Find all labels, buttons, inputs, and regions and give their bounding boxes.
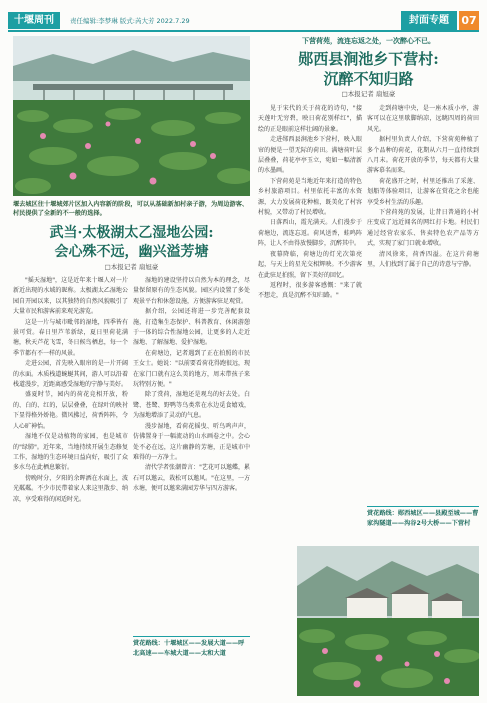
headline-right-line1: 郧西县涧池乡下营村: <box>298 50 439 68</box>
editor-meta: 责任编辑:李梦琳 版式:芮大芳 2022.7.29 <box>70 17 190 25</box>
article-column-2 <box>133 276 250 632</box>
route-info-right: 赏花路线：郧西城区——县殿至城——曹家沟隧道——沟谷2号大桥——下营村 <box>367 506 479 529</box>
paragraph: 清风徐来，荷香四溢。在这片荷塘里，人们找到了属于自己的诗意与宁静。 <box>367 250 479 269</box>
paragraph: 除了赏荷，湿地还是观鸟的好去处。白鹭、苍鹭、野鸭等鸟类常在水边觅食嬉戏，为湿地增添了灵动的气息。 <box>133 391 250 420</box>
paragraph: 下营荷苑的发展，让昔日普通的小村庄变成了远近闻名的网红打卡地。村民们通过经营农家乐、售卖特色农产品等方式，实现了家门口就业增收。 <box>367 209 479 248</box>
paragraph: 傍晚时分，夕阳的余晖洒在水面上，波光粼粼。不少市民带着家人来这里散步、纳凉，享受难得的闲适时光。 <box>13 474 128 503</box>
village-lotus-photo <box>297 546 479 696</box>
section-label: 封面专题 <box>401 11 457 30</box>
paragraph: 据介绍，公园还将进一步完善配套设施，打造集生态保护、科普教育、休闲游憩于一体的综合性湿地公园，让更多的人走近湿地、了解湿地、爱护湿地。 <box>133 308 250 347</box>
paragraph: 荷花盛开之时，村里还推出了采莲、划船等体验项目，让游客在赏花之余也能享受乡村生活的乐趣。 <box>367 177 479 206</box>
publication-name: 十堰周刊 <box>8 12 60 29</box>
article-column-1 <box>13 276 128 696</box>
paragraph: 这是一片与城市毗邻的湿地，四季皆有景可赏。春日里芦苇新绿，夏日里荷花满塘，秋天芦花飞雪，冬日候鸟栖息，每一个季节都有不一样的风景。 <box>13 318 128 357</box>
paragraph: 漫步湿地，看荷花摇曳、听鸟鸣声声，仿佛置身于一幅流动的山水画卷之中。会心处不必在远，这片幽静的芳塘，正是城市中难得的一方净土。 <box>133 422 250 461</box>
byline-left: □本报记者 扇旭豪 <box>104 263 159 271</box>
byline-right: □本报记者 扇旭豪 <box>341 90 396 98</box>
village-illustration <box>297 546 479 696</box>
paragraph: 走到荷塘中央，是一座木质小亭，游客可以在这里歇脚纳凉，远眺四周的荷田风光。 <box>367 105 479 133</box>
paragraph: 返程时，很多游客感慨："来了就不想走，真是沉醉不知归路。" <box>258 281 362 300</box>
paragraph: 夜幕降临，荷塘边的灯光次第亮起，与天上的星光交相辉映。不少游客在此驻足拍照，留下美好的回忆。 <box>258 250 362 279</box>
headline-left-line1: 武当·太极湖太乙湿地公园: <box>49 225 214 241</box>
lotus-pond-photo-left <box>13 36 250 196</box>
paragraph: 盛夏时节，园内的荷花竞相开放，粉的、白的、红的，层层叠叠，在绿叶的映衬下显得格外娇艳。微风拂过，荷香阵阵，令人心旷神怡。 <box>13 391 128 430</box>
page-header <box>8 10 479 32</box>
page-number: 07 <box>459 11 479 30</box>
paragraph: 日落西山，霞光满天。人们漫步于荷塘边，流连忘返。荷风送香，蛙鸣阵阵，让人不由得放慢脚步，沉醉其中。 <box>258 219 362 248</box>
paragraph: 走进公园，首先映入眼帘的是一片开阔的水面。木质栈道蜿蜒其间，游人可以沿着栈道漫步，近距离感受湿地的宁静与美好。 <box>13 360 128 389</box>
paragraph: 下营荷苑是当地近年来打造的特色乡村旅游项目。村里依托丰富的水资源，大力发展荷花种植，既美化了村容村貌，又带动了村民增收。 <box>258 177 362 217</box>
paragraph: 见于宋代的关于荷花的诗句，"接天莲叶无穷碧，映日荷花别样红"，描绘的正是眼前这样壮阔的景象。 <box>258 105 362 133</box>
photo-caption-left: 堰去城区往十堰城郊片区加入内容新的阶段，可以从基础新加村亲子游，为周边游客、村民提供了全新的不一般的选择。 <box>13 201 249 217</box>
lotus-pond-illustration <box>13 36 250 196</box>
paragraph: "摇天湿地"，这是近年来十堰人对一片新近出现的水域的昵称。太极湖太乙湿地公园自开园以来，以其独特的自然风貌吸引了大量市民和游客前来观光游览。 <box>13 277 128 316</box>
article-column-4 <box>367 104 479 502</box>
paragraph: 湿地不仅是动植物的家园，也是城市的"绿肺"。近年来，当地持续开展生态修复工作，湿地的生态环境日益向好，吸引了众多水鸟在此栖息繁衍。 <box>13 433 128 472</box>
paragraph: 走进郧西县涧池乡下营村，映入眼帘的便是一望无际的荷田。满塘荷叶层层叠叠，荷花亭亭玉立，宛如一幅清新的水墨画。 <box>258 136 362 175</box>
headline-left-line2: 会心殊不远，幽兴溢芳塘 <box>54 244 209 260</box>
headline-right-line2: 沉醉不知归路 <box>323 70 414 88</box>
kicker-right: 下营荷苑，流连忘返之处，一次醉心不已。 <box>302 37 435 45</box>
paragraph: 湿地的建设坚持以自然为本的理念，尽量保留原有的生态风貌。园区内设置了多处观景平台和休憩设施，方便游客驻足观赏。 <box>133 277 250 305</box>
paragraph: 清代学者张潮曾言："艺花可以邀蝶，累石可以邀云，栽松可以邀风。"在这里，一方水塘，便可以邀来满园芳华与四方游客。 <box>133 464 250 493</box>
paragraph: 在荷塘边，记者遇到了正在拍照的市民王女士。她说："以前要看荷花得跑很远，现在家门口就有这么美的地方，周末带孩子来玩特别方便。" <box>133 349 250 389</box>
paragraph: 据村里负责人介绍，下营荷苑种植了多个品种的荷花，花期从六月一直持续到八月末。荷花开放的季节，每天都有大量游客慕名而来。 <box>367 136 479 175</box>
route-info-left: 赏花路线：十堰城区——发展大道——呼北高速——车城大道——太和大道 <box>133 636 250 659</box>
